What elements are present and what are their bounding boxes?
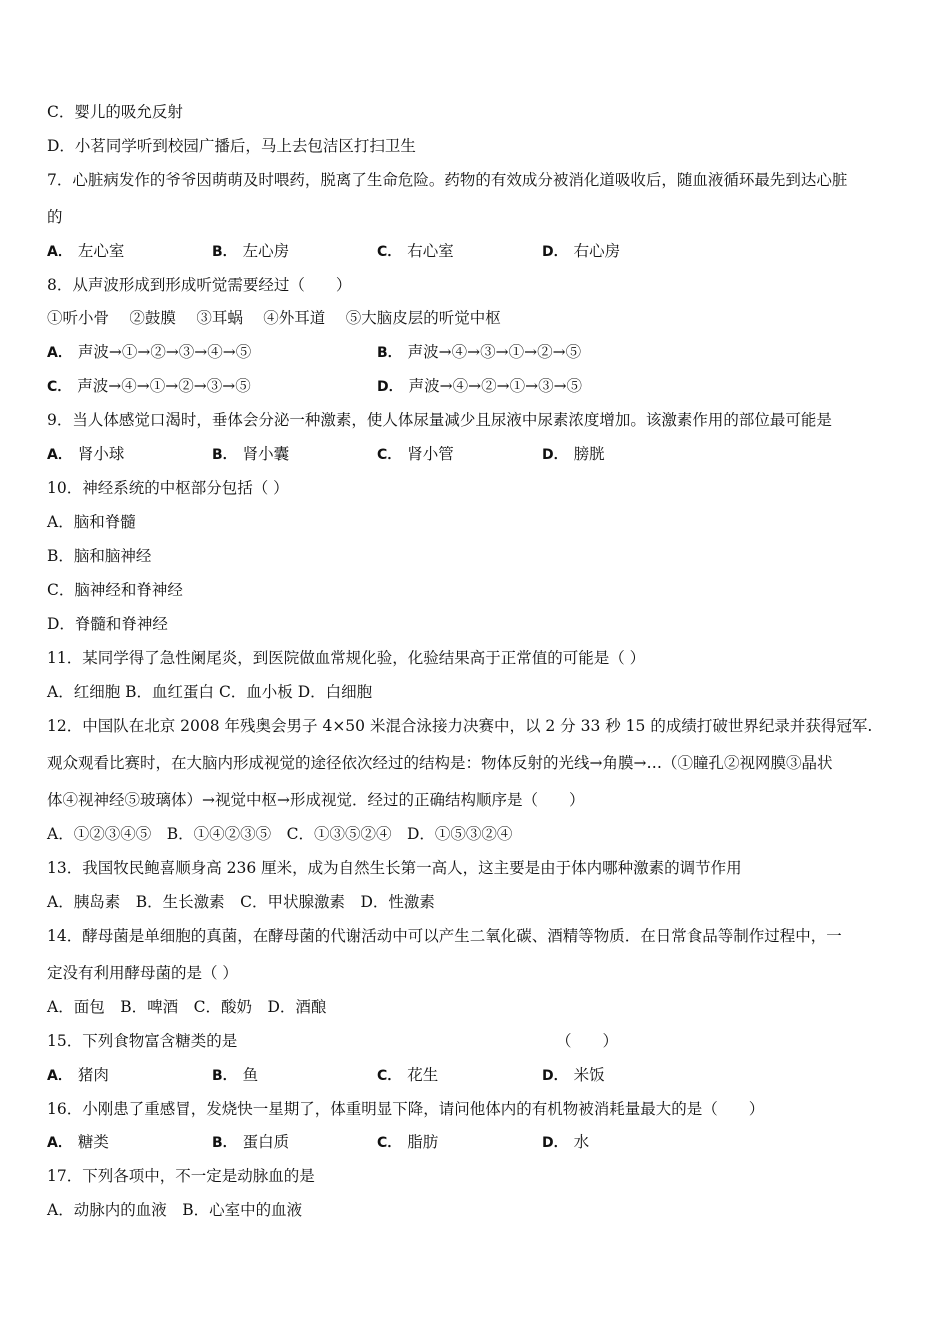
option-text: 膀胱 xyxy=(573,445,605,463)
option-text: 水 xyxy=(573,1133,590,1151)
option-label: B． xyxy=(212,1135,237,1151)
q13-stem: 13．我国牧民鲍喜顺身高 236 厘米，成为自然生长第一高人，这主要是由于体内哪种激素的调节作用 xyxy=(47,859,742,877)
q7-stem-cont: 的 xyxy=(47,208,63,226)
option-label: B． xyxy=(212,244,237,260)
option-label: B． xyxy=(212,447,237,463)
q15-option-c xyxy=(377,1065,438,1086)
option-text: 蛋白质 xyxy=(242,1133,290,1151)
option-text: 声波→①→②→③→④→⑤ xyxy=(77,343,252,361)
option-label: C． xyxy=(377,244,402,260)
option-text: 声波→④→③→①→②→⑤ xyxy=(407,343,582,361)
q9-stem: 9．当人体感觉口渴时，垂体会分泌一种激素，使人体尿量减少且尿液中尿素浓度增加。该激素作用的部位最可能是 xyxy=(47,411,832,429)
q7-option-a xyxy=(47,241,124,262)
q8-option-b xyxy=(377,342,581,363)
option-label: D． xyxy=(542,1135,568,1151)
option-label: D． xyxy=(542,1068,568,1084)
option-label: B． xyxy=(212,1068,237,1084)
q16-option-a xyxy=(47,1132,109,1153)
q7-stem: 7．心脏病发作的爷爷因萌萌及时喂药，脱离了生命危险。药物的有效成分被消化道吸收后，随血液循环最先到达心脏 xyxy=(47,171,848,189)
q17-stem: 17．下列各项中，不一定是动脉血的是 xyxy=(47,1167,315,1185)
option-text: 左心房 xyxy=(242,242,290,260)
option-text: 左心室 xyxy=(77,242,125,260)
option-text: 声波→④→①→②→③→⑤ xyxy=(77,377,251,395)
q8-stem: 8．从声波形成到形成听觉需要经过（ ） xyxy=(47,276,352,294)
option-label: D． xyxy=(542,244,568,260)
q15-option-a xyxy=(47,1065,109,1086)
option-label: A． xyxy=(47,1135,72,1151)
q13-options: A．胰岛素 B．生长激素 C．甲状腺激素 D．性激素 xyxy=(47,893,435,911)
option-text: 肾小囊 xyxy=(242,445,290,463)
option-text: 肾小管 xyxy=(407,445,454,463)
q10-option-d: D．脊髓和脊神经 xyxy=(47,615,168,633)
q9-option-c xyxy=(377,444,454,465)
q7-option-b xyxy=(212,241,289,262)
q8-option-d xyxy=(377,376,582,397)
q6-option-c: C．婴儿的吸允反射 xyxy=(47,103,183,121)
q12-stem: 12．中国队在北京 2008 年残奥会男子 4×50 米混合泳接力决赛中，以 2 分 33 秒 15 的成绩打破世界纪录并获得冠军. xyxy=(47,717,873,735)
q10-stem: 10．神经系统的中枢部分包括（ ） xyxy=(47,479,289,497)
q15-option-b xyxy=(212,1065,258,1086)
q12-options: A．①②③④⑤ B．①④②③⑤ C．①③⑤②④ D．①⑤③②④ xyxy=(47,825,513,843)
option-text: 声波→④→②→①→③→⑤ xyxy=(408,377,583,395)
q10-option-c: C．脑神经和脊神经 xyxy=(47,581,183,599)
option-text: 猪肉 xyxy=(77,1066,109,1084)
q11-options: A．红细胞 B．血红蛋白 C．血小板 D．白细胞 xyxy=(47,683,373,701)
q14-stem-cont: 定没有利用酵母菌的是（ ） xyxy=(47,964,238,982)
option-label: C． xyxy=(377,447,402,463)
q15-option-d xyxy=(542,1065,605,1086)
q15-stem: 15．下列食物富含糖类的是 xyxy=(47,1032,238,1050)
q8-option-a xyxy=(47,342,251,363)
q15-answer-blank: （ ） xyxy=(556,1032,619,1050)
option-label: D． xyxy=(377,379,403,395)
option-text: 鱼 xyxy=(242,1066,259,1084)
q11-stem: 11．某同学得了急性阑尾炎，到医院做血常规化验，化验结果高于正常值的可能是（ ） xyxy=(47,649,646,667)
option-label: A． xyxy=(47,447,72,463)
option-label: A． xyxy=(47,244,72,260)
q10-option-a: A．脑和脊髓 xyxy=(47,513,136,531)
q12-stem-cont-1: 观众观看比赛时，在大脑内形成视觉的途径依次经过的结构是：物体反射的光线→角膜→…（①瞳孔②视网膜③晶状 xyxy=(47,754,833,772)
option-label: B． xyxy=(377,345,402,361)
q9-option-b xyxy=(212,444,289,465)
q16-option-d xyxy=(542,1132,589,1153)
q16-stem: 16．小刚患了重感冒，发烧快一星期了，体重明显下降，请问他体内的有机物被消耗量最大的是（ ） xyxy=(47,1100,765,1118)
option-label: C． xyxy=(47,379,72,395)
option-text: 肾小球 xyxy=(77,445,125,463)
q14-options: A．面包 B．啤酒 C．酸奶 D．酒酿 xyxy=(47,998,327,1016)
option-label: D． xyxy=(542,447,568,463)
option-text: 米饭 xyxy=(573,1066,605,1084)
option-label: C． xyxy=(377,1068,402,1084)
q14-stem: 14．酵母菌是单细胞的真菌，在酵母菌的代谢活动中可以产生二氧化碳、酒精等物质．在日常食品等制作过程中，一 xyxy=(47,927,842,945)
q10-option-b: B．脑和脑神经 xyxy=(47,547,152,565)
q16-option-b xyxy=(212,1132,289,1153)
q7-option-d xyxy=(542,241,620,262)
q16-option-c xyxy=(377,1132,438,1153)
q9-option-d xyxy=(542,444,605,465)
option-text: 右心室 xyxy=(407,242,454,260)
q9-option-a xyxy=(47,444,124,465)
option-label: C． xyxy=(377,1135,402,1151)
option-label: A． xyxy=(47,345,72,361)
q8-option-c xyxy=(47,376,251,397)
option-text: 花生 xyxy=(407,1066,439,1084)
option-text: 右心房 xyxy=(573,242,621,260)
q8-choices: ①听小骨 ②鼓膜 ③耳蜗 ④外耳道 ⑤大脑皮层的听觉中枢 xyxy=(47,309,501,327)
option-text: 脂肪 xyxy=(407,1133,439,1151)
q17-options: A．动脉内的血液 B．心室中的血液 xyxy=(47,1201,303,1219)
q6-option-d: D．小茗同学听到校园广播后，马上去包洁区打扫卫生 xyxy=(47,137,416,155)
q12-stem-cont-2: 体④视神经⑤玻璃体）→视觉中枢→形成视觉．经过的正确结构顺序是（ ） xyxy=(47,791,585,809)
q7-option-c xyxy=(377,241,454,262)
option-label: A． xyxy=(47,1068,72,1084)
option-text: 糖类 xyxy=(77,1133,109,1151)
